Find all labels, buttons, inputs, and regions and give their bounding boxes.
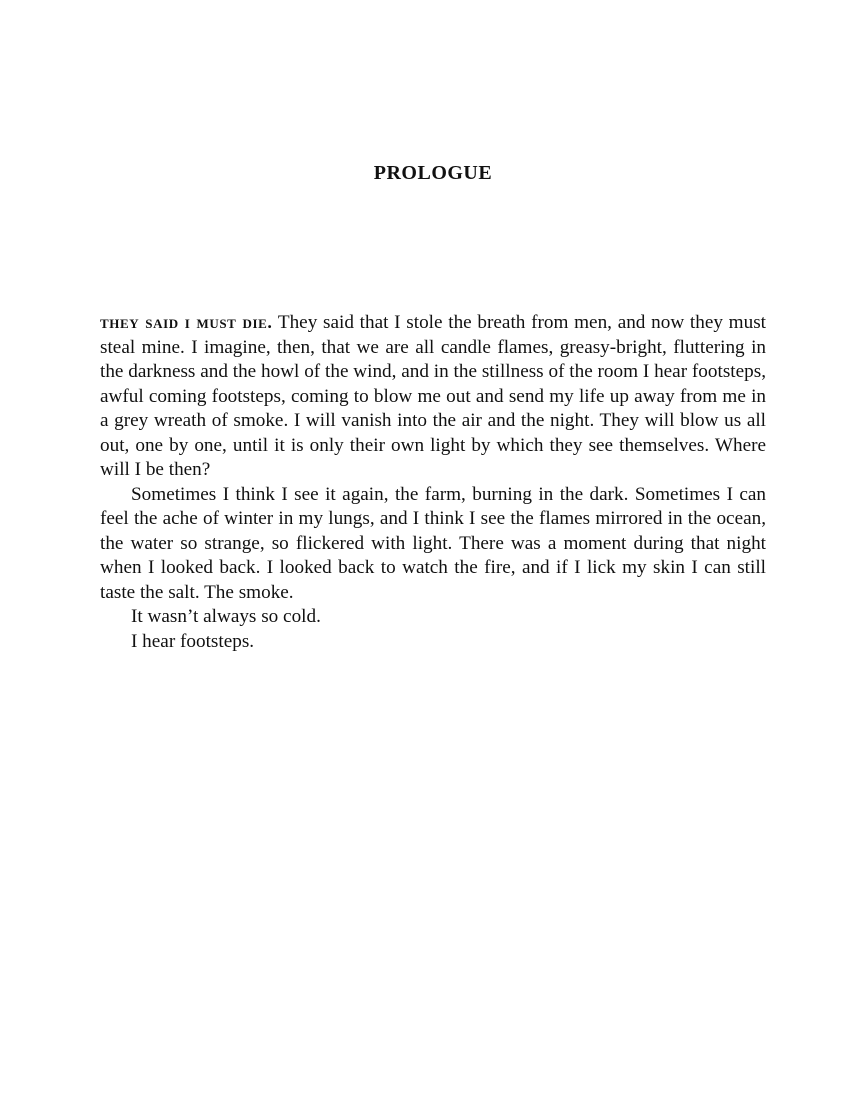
chapter-title: PROLOGUE — [373, 162, 493, 184]
chapter-body — [100, 310, 766, 654]
paragraph-3: It wasn’t always so cold. — [131, 606, 321, 627]
paragraph-2: Sometimes I think I see it again, the farm, burning in the dark. Sometimes I can feel the ache of winter in my lungs, and I think I see the flames mirrored in the ocean, the water so strange, so flickered with light. There was a moment during that night when I looked back. I looked back to watch the fire, and if I lick my skin I can still taste the salt. The smoke. — [100, 483, 766, 603]
paragraph-4: I hear footsteps. — [131, 630, 255, 652]
opening-small-caps: they said i must die. — [100, 312, 273, 332]
paragraph-1-text: They said that I stole the breath from men, and now they must steal mine. I imagine, then, that we are all candle flames, greasy-bright, fluttering in the darkness and the howl of the wind, and in the stillness of the room I hear footsteps, awful coming footsteps, coming to blow me out and send my life up away from me in a grey wreath of smoke. I will vanish into the air and the night. They will blow us all out, one by one, until it is only their own light by which they see themselves. Where will I be then? — [100, 312, 766, 480]
paragraph-1 — [100, 310, 766, 483]
